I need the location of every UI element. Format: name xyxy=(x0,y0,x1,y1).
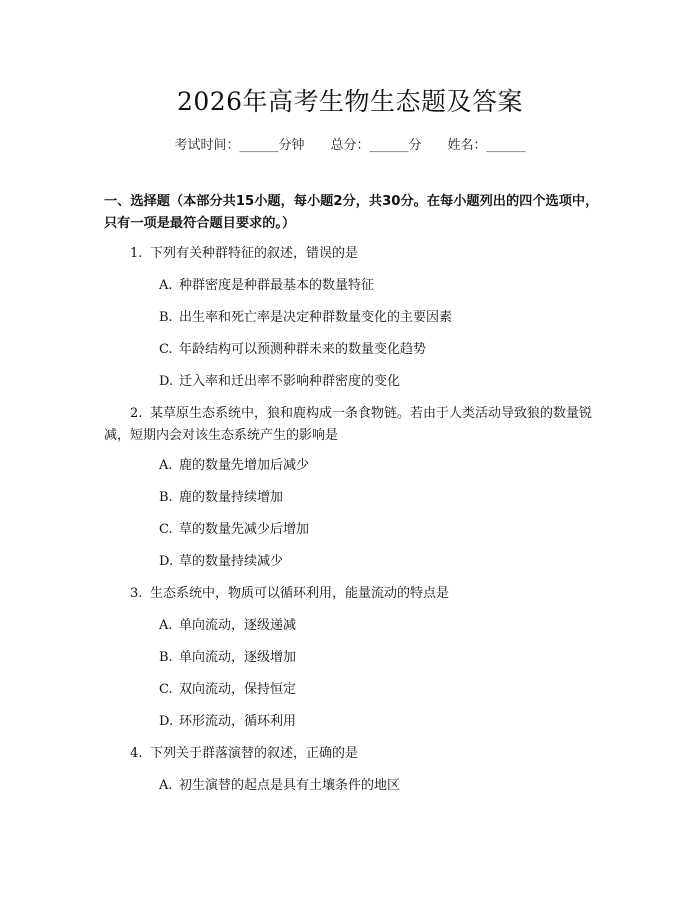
option-letter: A. xyxy=(159,458,173,473)
answer-option xyxy=(159,307,599,329)
question-text: 某草原生态系统中，狼和鹿构成一条食物链。若由于人类活动导致狼的数量锐减，短期内会对该生态系统产生的影响是 xyxy=(104,406,593,443)
section-heading: 一、选择题（本部分共15小题，每小题2分，共30分。在每小题列出的四个选项中，只有一项是最符合题目要求的。） xyxy=(104,194,599,231)
answer-option xyxy=(159,455,599,477)
option-letter: D. xyxy=(159,714,174,729)
option-letter: A. xyxy=(159,618,173,633)
question-text: 生态系统中，物质可以循环利用，能量流动的特点是 xyxy=(150,586,450,601)
question-stem xyxy=(104,583,604,605)
option-letter: B. xyxy=(159,650,173,665)
option-letter: C. xyxy=(159,682,173,697)
answer-option xyxy=(159,551,599,573)
student-name-field: 姓名：______ xyxy=(447,138,526,153)
document-title: 2026年高考生物生态题及答案 xyxy=(176,87,524,116)
option-text: 草的数量先减少后增加 xyxy=(179,522,310,537)
answer-option xyxy=(159,647,599,669)
question-stem xyxy=(104,743,604,765)
option-text: 环形流动，循环利用 xyxy=(179,714,297,729)
total-score-field: 总分：______分 xyxy=(330,138,422,153)
question-stem xyxy=(104,403,604,447)
option-text: 迁入率和迁出率不影响种群密度的变化 xyxy=(179,374,401,389)
answer-option xyxy=(159,711,599,733)
option-text: 草的数量持续减少 xyxy=(179,554,284,569)
option-text: 鹿的数量先增加后减少 xyxy=(179,458,310,473)
question-number: 4. xyxy=(130,746,143,761)
answer-option xyxy=(159,615,599,637)
option-text: 鹿的数量持续增加 xyxy=(179,490,284,505)
option-text: 出生率和死亡率是决定种群数量变化的主要因素 xyxy=(179,310,453,325)
option-letter: D. xyxy=(159,554,174,569)
option-letter: C. xyxy=(159,342,173,357)
option-letter: B. xyxy=(159,490,173,505)
option-text: 种群密度是种群最基本的数量特征 xyxy=(179,278,375,293)
question-number: 2. xyxy=(130,406,143,421)
answer-option xyxy=(159,275,599,297)
answer-option xyxy=(159,371,599,393)
option-letter: B. xyxy=(159,310,173,325)
option-letter: A. xyxy=(159,278,173,293)
question-text: 下列关于群落演替的叙述，正确的是 xyxy=(150,746,359,761)
option-text: 初生演替的起点是具有土壤条件的地区 xyxy=(179,778,401,793)
question-number: 3. xyxy=(130,586,143,601)
option-text: 单向流动，逐级递减 xyxy=(179,618,297,633)
answer-option xyxy=(159,339,599,361)
option-letter: C. xyxy=(159,522,173,537)
answer-option xyxy=(159,679,599,701)
question-text: 下列有关种群特征的叙述，错误的是 xyxy=(150,246,359,261)
answer-option xyxy=(159,519,599,541)
question-number: 1. xyxy=(130,246,143,261)
option-letter: D. xyxy=(159,374,174,389)
option-text: 单向流动，逐级增加 xyxy=(179,650,297,665)
exam-time-field: 考试时间：______分钟 xyxy=(174,138,305,153)
option-text: 双向流动，保持恒定 xyxy=(179,682,297,697)
option-letter: A. xyxy=(159,778,173,793)
answer-option xyxy=(159,775,599,797)
answer-option xyxy=(159,487,599,509)
question-stem xyxy=(104,243,604,265)
exam-meta xyxy=(0,134,700,153)
option-text: 年龄结构可以预测种群未来的数量变化趋势 xyxy=(179,342,427,357)
